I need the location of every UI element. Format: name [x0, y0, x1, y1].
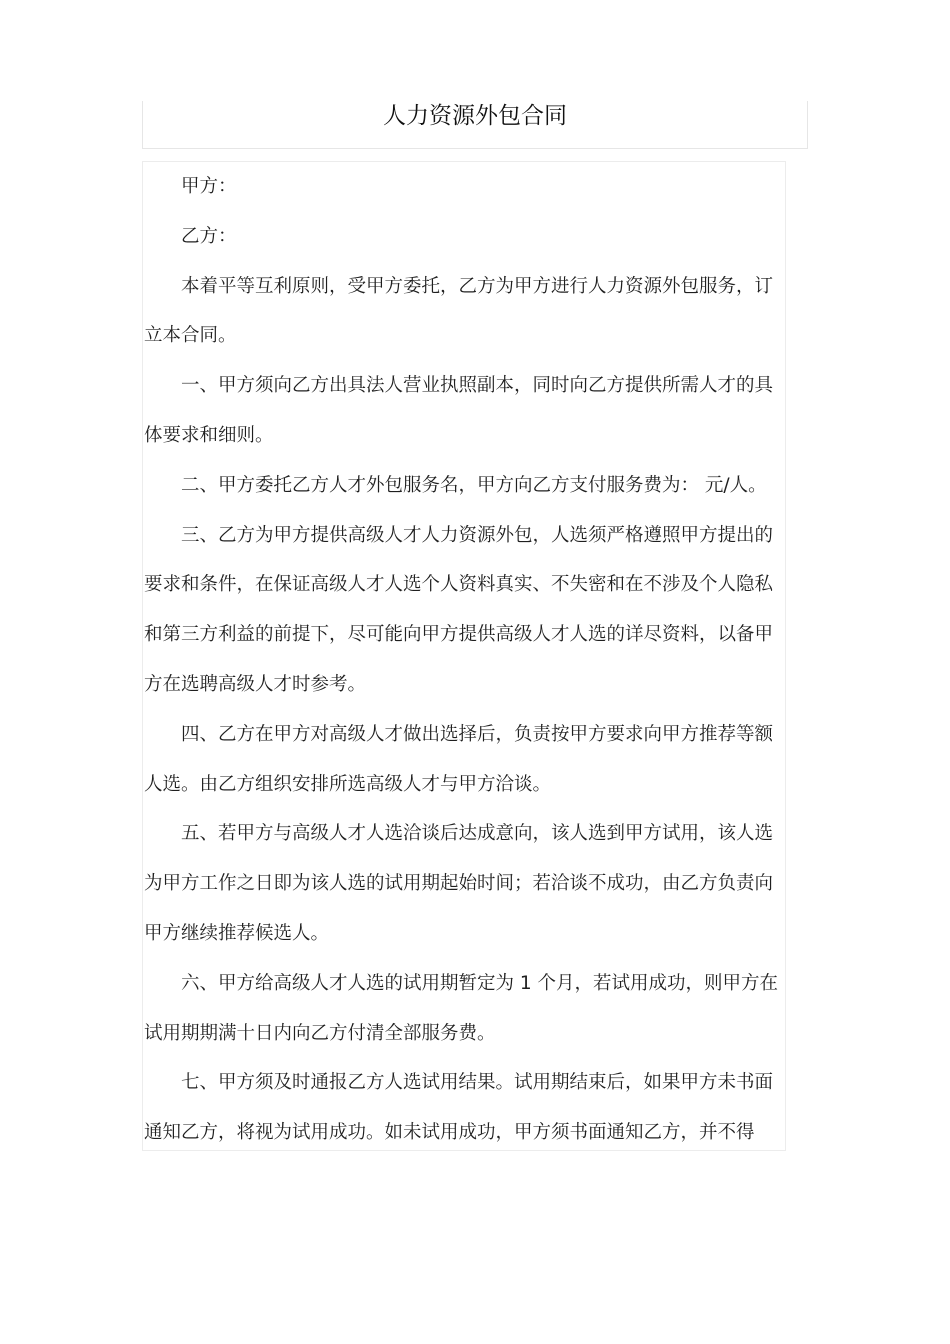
- paragraph-party-b: 乙方：: [181, 225, 237, 247]
- paragraph-clause-7: 七、甲方须及时通报乙方人选试用结果。试用期结束后，如果甲方未书面通知乙方，将视为试用成功。如未试用成功，甲方须书面通知乙方，并不得: [144, 1072, 774, 1144]
- paragraph-clause-6: 六、甲方给高级人才人选的试用期暂定为 1 个月，若试用成功，则甲方在试用期期满十日内向乙方付清全部服务费。: [144, 972, 779, 1044]
- paragraph-party-a: 甲方：: [181, 176, 237, 197]
- document-title: 人力资源外包合同: [383, 103, 567, 129]
- paragraph-clause-5: 五、若甲方与高级人才人选洽谈后达成意向，该人选到甲方试用，该人选为甲方工作之日即为该人选的试用期起始时间；若洽谈不成功，由乙方负责向甲方继续推荐候选人。: [144, 823, 774, 944]
- paragraph-clause-4: 四、乙方在甲方对高级人才做出选择后，负责按甲方要求向甲方推荐等额人选。由乙方组织安排所选高级人才与甲方洽谈。: [144, 723, 774, 795]
- paragraph-clause-2: 二、甲方委托乙方人才外包服务名，甲方向乙方支付服务费为： 元/人。: [181, 474, 767, 496]
- paragraph-clause-3: 三、乙方为甲方提供高级人才人力资源外包，人选须严格遵照甲方提出的要求和条件，在保证高级人才人选个人资料真实、不失密和在不涉及个人隐私和第三方利益的前提下，尽可能向甲方提供高级人才人选的详尽资料，以备甲方在选聘高级人才时参考。: [144, 524, 774, 695]
- document-text: [144, 162, 786, 1158]
- document-body: [142, 161, 786, 1151]
- paragraph-clause-1: 一、甲方须向乙方出具法人营业执照副本，同时向乙方提供所需人才的具体要求和细则。: [144, 375, 774, 446]
- paragraph-preamble: 本着平等互利原则，受甲方委托，乙方为甲方进行人力资源外包服务，订立本合同。: [144, 275, 774, 347]
- title-box: [142, 101, 808, 149]
